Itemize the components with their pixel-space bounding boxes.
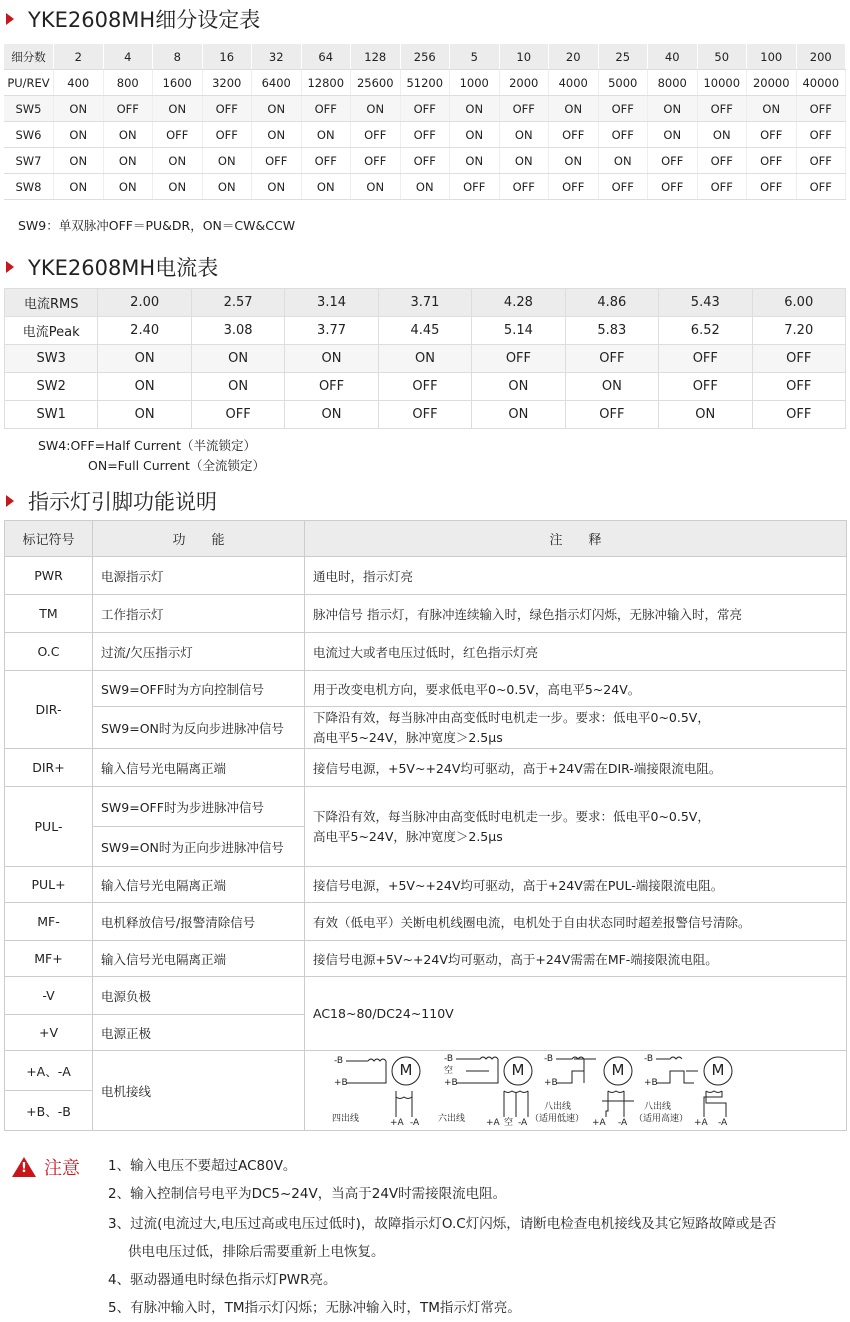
table-cell: OFF <box>752 401 846 429</box>
lbl-8wire-low: 八出线 <box>543 1102 571 1112</box>
table-cell: 3.77 <box>285 317 378 345</box>
table-cell: OFF <box>191 401 284 429</box>
table-cell: OFF <box>153 122 203 148</box>
table-header-cell: 5 <box>450 44 500 70</box>
table-cell: SW7 <box>4 148 54 174</box>
table-cell: OFF <box>796 96 846 122</box>
table-row <box>4 148 846 174</box>
table-cell: ON <box>450 148 500 174</box>
table-row <box>4 70 846 96</box>
lbl-bm: -B <box>333 1056 343 1066</box>
lbl-kong: 空 <box>503 1118 513 1127</box>
lbl-ap: +A <box>591 1118 606 1127</box>
table-cell: PU/REV <box>4 70 54 96</box>
table-header-cell: 4.28 <box>472 289 565 317</box>
table-cell: 4000 <box>549 70 599 96</box>
table-cell: 7.20 <box>752 317 846 345</box>
table-header-cell: 256 <box>400 44 450 70</box>
table-row: +V 电源正极 <box>5 1015 847 1051</box>
table-header-cell: 64 <box>301 44 351 70</box>
table-header-cell: 200 <box>796 44 846 70</box>
table-cell: 5000 <box>598 70 648 96</box>
table-cell: 5.14 <box>472 317 565 345</box>
lbl-bp: +B <box>443 1078 458 1088</box>
table-row <box>4 122 846 148</box>
lbl-am: -A <box>717 1118 727 1127</box>
sw4-note-off: SW4:OFF=Half Current（半流锁定） <box>38 438 257 453</box>
table-row <box>4 96 846 122</box>
table-cell: ON <box>202 174 252 200</box>
table-header-cell: 40 <box>648 44 698 70</box>
triangle-bullet-icon <box>6 13 14 25</box>
table-header-cell: 16 <box>202 44 252 70</box>
table-cell: OFF <box>285 373 378 401</box>
lbl-bm: -B <box>443 1054 453 1064</box>
microstep-table <box>4 44 846 200</box>
table-cell: OFF <box>796 122 846 148</box>
table-cell: ON <box>499 148 549 174</box>
table-cell: SW2 <box>5 373 98 401</box>
table-row: TM 工作指示灯 脉冲信号 指示灯，有脉冲连续输入时，绿色指示灯闪烁，无脉冲输入时，常亮 <box>5 595 847 633</box>
table-row: DIR+ 输入信号光电隔离正端 接信号电源，+5V~+24V均可驱动，高于+24V需在DIR-端接限流电阻。 <box>5 749 847 787</box>
table-header-cell: 4 <box>103 44 153 70</box>
table-cell: OFF <box>549 122 599 148</box>
table-cell: ON <box>98 373 191 401</box>
table-cell: 10000 <box>697 70 747 96</box>
table-cell: OFF <box>747 148 797 174</box>
table-cell: OFF <box>598 174 648 200</box>
table-cell: OFF <box>752 345 846 373</box>
table-header-cell: 电流RMS <box>5 289 98 317</box>
table-cell: ON <box>191 345 284 373</box>
table-header-cell: 20 <box>549 44 599 70</box>
table-row <box>5 345 846 373</box>
table-header-cell: 4.86 <box>565 289 658 317</box>
table-cell: ON <box>202 148 252 174</box>
table-cell: ON <box>103 174 153 200</box>
table-cell: 25600 <box>351 70 401 96</box>
table-cell: OFF <box>659 373 752 401</box>
col-note: 注 释 <box>305 521 847 557</box>
table-cell: OFF <box>499 174 549 200</box>
table-cell: OFF <box>301 96 351 122</box>
pin-function-table <box>4 520 847 1131</box>
table-cell: ON <box>648 122 698 148</box>
table-row: O.C 过流/欠压指示灯 电流过大或者电压过低时，红色指示灯亮 <box>5 633 847 671</box>
table-row <box>5 373 846 401</box>
section-title-current: YKE2608MH电流表 <box>6 252 218 282</box>
table-cell: OFF <box>301 148 351 174</box>
list-item: 5、有脉冲输入时，TM指示灯闪烁；无脉冲输入时，TM指示灯常亮。 <box>108 1300 521 1316</box>
table-cell: ON <box>252 96 302 122</box>
notes-list <box>108 1152 776 1322</box>
table-cell: ON <box>549 96 599 122</box>
table-row: +B、-B <box>5 1091 847 1131</box>
table-row <box>5 317 846 345</box>
table-cell: OFF <box>400 148 450 174</box>
table-cell: ON <box>153 174 203 200</box>
lbl-am: -A <box>517 1118 527 1127</box>
table-cell: OFF <box>747 174 797 200</box>
table-cell: OFF <box>565 345 658 373</box>
table-header-cell: 50 <box>697 44 747 70</box>
table-header-cell: 2.57 <box>191 289 284 317</box>
table-cell: SW8 <box>4 174 54 200</box>
table-cell: 8000 <box>648 70 698 96</box>
lbl-ap: +A <box>693 1118 708 1127</box>
table-cell: ON <box>472 373 565 401</box>
list-item: 2、输入控制信号电平为DC5~24V，当高于24V时需接限流电阻。 <box>108 1186 507 1202</box>
table-header-cell: 32 <box>252 44 302 70</box>
motor-m-8b: M <box>711 1061 724 1079</box>
table-cell: ON <box>400 174 450 200</box>
table-cell: OFF <box>697 96 747 122</box>
table-cell: OFF <box>499 96 549 122</box>
table-cell: OFF <box>648 174 698 200</box>
motor-m-8a: M <box>611 1061 624 1079</box>
table-cell: 1600 <box>153 70 203 96</box>
table-cell: OFF <box>202 96 252 122</box>
list-item: 3、过流(电流过大,电压过高或电压过低时)，故障指示灯O.C灯闪烁，请断电检查电机接线及其它短路故障或是否 <box>108 1216 777 1232</box>
table-cell: ON <box>351 174 401 200</box>
col-symbol: 标记符号 <box>5 521 93 557</box>
table-row: PWR 电源指示灯 通电时，指示灯亮 <box>5 557 847 595</box>
current-table <box>4 288 846 429</box>
lbl-am: -A <box>617 1118 627 1127</box>
motor-wiring-diagram <box>306 1051 846 1127</box>
table-row: SW9=ON时为反向步进脉冲信号 下降沿有效，每当脉冲由高变低时电机走一步。要求：低电平0~0.5V， 高电平5~24V，脉冲宽度＞2.5μs <box>5 707 847 749</box>
lbl-bp: +B <box>643 1078 658 1088</box>
table-cell: ON <box>54 148 104 174</box>
table-cell: ON <box>472 401 565 429</box>
table-cell: 电流Peak <box>5 317 98 345</box>
table-cell: ON <box>450 96 500 122</box>
table-cell: OFF <box>103 96 153 122</box>
table-cell: ON <box>103 148 153 174</box>
table-cell: OFF <box>351 148 401 174</box>
table-cell: ON <box>565 373 658 401</box>
table-cell: 51200 <box>400 70 450 96</box>
table-row: MF+ 输入信号光电隔离正端 接信号电源+5V~+24V均可驱动，高于+24V需需在MF-端接限流电阻。 <box>5 941 847 977</box>
table-cell: ON <box>351 96 401 122</box>
table-header-cell: 8 <box>153 44 203 70</box>
table-cell: OFF <box>598 96 648 122</box>
table-cell: OFF <box>752 373 846 401</box>
table-cell: ON <box>301 174 351 200</box>
table-cell: ON <box>747 96 797 122</box>
table-cell: ON <box>648 96 698 122</box>
table-cell: OFF <box>697 148 747 174</box>
warning-icon: ! <box>12 1157 36 1177</box>
table-cell: ON <box>54 96 104 122</box>
section-title-microstep: YKE2608MH细分设定表 <box>6 4 260 34</box>
table-row <box>4 174 846 200</box>
section-title-pins: 指示灯引脚功能说明 <box>6 486 217 516</box>
table-cell: OFF <box>697 174 747 200</box>
lbl-bm: -B <box>543 1054 553 1064</box>
table-cell: 4.45 <box>378 317 471 345</box>
table-cell: OFF <box>400 122 450 148</box>
table-cell: ON <box>153 148 203 174</box>
table-cell: ON <box>659 401 752 429</box>
table-cell: 12800 <box>301 70 351 96</box>
table-cell: 400 <box>54 70 104 96</box>
table-cell: ON <box>153 96 203 122</box>
table-cell: ON <box>54 174 104 200</box>
table-row: DIR- SW9=OFF时为方向控制信号 用于改变电机方向，要求低电平0~0.5V，高电平5~24V。 <box>5 671 847 707</box>
table-cell: ON <box>98 401 191 429</box>
table-cell: OFF <box>598 122 648 148</box>
table-cell: OFF <box>351 122 401 148</box>
table-cell: 1000 <box>450 70 500 96</box>
table-cell: ON <box>301 122 351 148</box>
table-cell: SW6 <box>4 122 54 148</box>
table-header-cell: 3.14 <box>285 289 378 317</box>
table-cell: 40000 <box>796 70 846 96</box>
table-cell: 6400 <box>252 70 302 96</box>
table-cell: OFF <box>252 148 302 174</box>
table-header-cell: 128 <box>351 44 401 70</box>
lbl-8wire-high-sub: （适用高速） <box>633 1114 688 1124</box>
table-cell: ON <box>98 345 191 373</box>
table-cell: 5.83 <box>565 317 658 345</box>
table-row: PUL- SW9=OFF时为步进脉冲信号 下降沿有效，每当脉冲由高变低时电机走一步。要求：低电平0~0.5V， 高电平5~24V，脉冲宽度＞2.5μs <box>5 787 847 827</box>
table-cell: ON <box>697 122 747 148</box>
list-item: 4、驱动器通电时绿色指示灯PWR亮。 <box>108 1272 337 1288</box>
table-header-cell: 10 <box>499 44 549 70</box>
table-cell: 2.40 <box>98 317 191 345</box>
table-cell: OFF <box>400 96 450 122</box>
table-cell: ON <box>598 148 648 174</box>
lbl-ap: +A <box>389 1118 404 1127</box>
lbl-4wire: 四出线 <box>331 1114 359 1124</box>
table-cell: ON <box>54 122 104 148</box>
lbl-8wire-low-sub: （适用低速） <box>529 1114 584 1124</box>
lbl-ap: +A <box>485 1118 500 1127</box>
table-row: PUL+ 输入信号光电隔离正端 接信号电源，+5V~+24V均可驱动，高于+24V需在PUL-端接限流电阻。 <box>5 867 847 903</box>
table-cell: 800 <box>103 70 153 96</box>
table-cell: OFF <box>796 174 846 200</box>
lbl-8wire-high: 八出线 <box>643 1102 671 1112</box>
lbl-am: -A <box>409 1118 419 1127</box>
table-cell: SW3 <box>5 345 98 373</box>
table-cell: ON <box>499 122 549 148</box>
lbl-6wire: 六出线 <box>437 1114 465 1124</box>
table-header-cell: 3.71 <box>378 289 471 317</box>
table-cell: ON <box>378 345 471 373</box>
list-item: 供电电压过低，排除后需要重新上电恢复。 <box>128 1244 385 1260</box>
table-header-cell: 25 <box>598 44 648 70</box>
table-cell: ON <box>549 148 599 174</box>
table-header-cell: 2 <box>54 44 104 70</box>
table-header-cell: 100 <box>747 44 797 70</box>
table-cell: ON <box>252 122 302 148</box>
triangle-bullet-icon <box>6 495 14 507</box>
table-row: MF- 电机释放信号/报警清除信号 有效（低电平）关断电机线圈电流，电机处于自由状态同时超差报警信号清除。 <box>5 903 847 941</box>
table-cell: OFF <box>659 345 752 373</box>
triangle-bullet-icon <box>6 261 14 273</box>
table-cell: OFF <box>378 401 471 429</box>
sw9-note: SW9：单双脉冲OFF＝PU&DR，ON＝CW&CCW <box>18 218 296 233</box>
table-cell: OFF <box>796 148 846 174</box>
table-cell: 2000 <box>499 70 549 96</box>
table-cell: 20000 <box>747 70 797 96</box>
table-cell: OFF <box>472 345 565 373</box>
table-cell: 6.52 <box>659 317 752 345</box>
table-cell: ON <box>103 122 153 148</box>
table-cell: SW1 <box>5 401 98 429</box>
table-cell: OFF <box>747 122 797 148</box>
table-cell: OFF <box>450 174 500 200</box>
list-item: 1、输入电压不要超过AC80V。 <box>108 1158 297 1174</box>
table-cell: OFF <box>202 122 252 148</box>
table-row <box>5 401 846 429</box>
lbl-bp: +B <box>333 1078 348 1088</box>
motor-m-6: M <box>511 1061 524 1079</box>
table-row: +A、-A 电机接线 M M M M -B +B -B 空 +B -B +B -B +B 四出线 +A -A 六出线 +A 空 -A 八出线 （适用低速） +A -A 八出线 （适用高速） +A -A <box>5 1051 847 1091</box>
table-row: SW9=ON时为正向步进脉冲信号 <box>5 827 847 867</box>
table-header-cell: 5.43 <box>659 289 752 317</box>
table-cell: OFF <box>378 373 471 401</box>
table-cell: ON <box>252 174 302 200</box>
lbl-kong: 空 <box>443 1066 453 1076</box>
notice-label: ! 注意 <box>12 1154 80 1180</box>
table-row: -V 电源负极 AC18~80/DC24~110V <box>5 977 847 1015</box>
table-cell: 3.08 <box>191 317 284 345</box>
table-cell: ON <box>285 401 378 429</box>
table-header-cell: 细分数 <box>4 44 54 70</box>
table-header-cell: 6.00 <box>752 289 846 317</box>
col-function: 功 能 <box>93 521 305 557</box>
table-cell: ON <box>191 373 284 401</box>
lbl-bp: +B <box>543 1078 558 1088</box>
table-cell: OFF <box>565 401 658 429</box>
lbl-bm: -B <box>643 1054 653 1064</box>
table-header-cell: 2.00 <box>98 289 191 317</box>
table-cell: ON <box>450 122 500 148</box>
sw4-note-on: ON=Full Current（全流锁定） <box>88 458 265 473</box>
table-cell: ON <box>285 345 378 373</box>
table-cell: OFF <box>549 174 599 200</box>
table-cell: SW5 <box>4 96 54 122</box>
motor-m-4: M <box>399 1061 412 1079</box>
table-cell: OFF <box>648 148 698 174</box>
table-cell: 3200 <box>202 70 252 96</box>
